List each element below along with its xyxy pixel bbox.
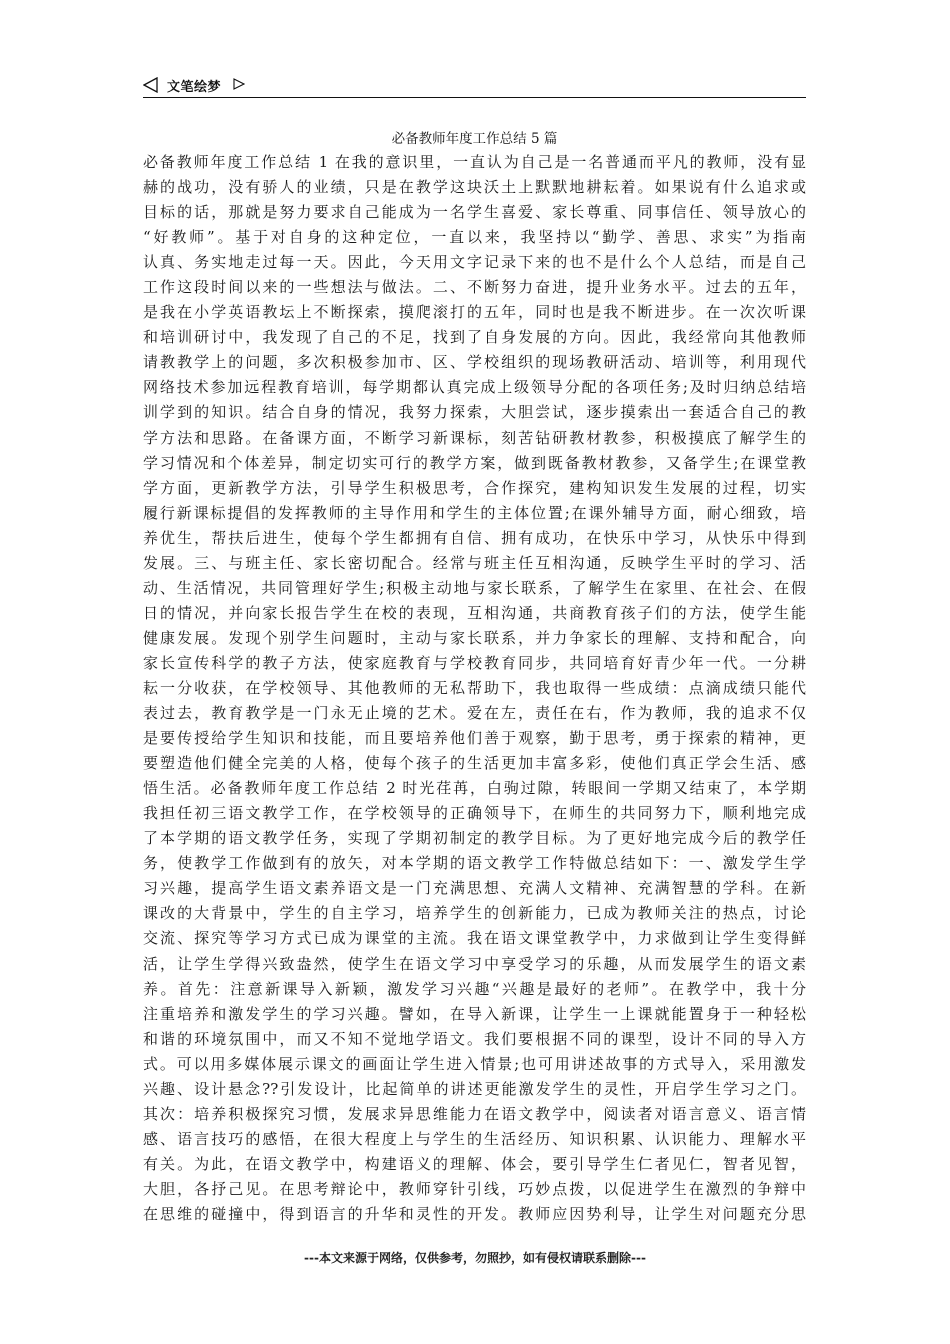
text-line: 网络技术参加远程教育培训，每学期都认真完成上级领导分配的各项任务;及时归纳总结培 [143,378,806,397]
text-line: 在思维的碰撞中，得到语言的升华和灵性的开发。教师应因势利导，让学生对问题充分思 [143,1204,806,1223]
text-line: 履行新课标提倡的发挥教师的主导作用和学生的主体位置;在课外辅导方面，耐心细致，培 [143,503,806,522]
text-line: 认真、务实地走过每一天。因此，今天用文字记录下来的也不是什么个人总结，而是自己 [143,253,806,272]
document-title: 必备教师年度工作总结 5 篇 [391,131,558,147]
brand-name: 文笔绘梦 [167,80,222,95]
text-line: 必备教师年度工作总结 1 在我的意识里，一直认为自己是一名普通而平凡的教师，没有显 [143,153,806,171]
text-line: 赫的战功，没有骄人的业绩，只是在教学这块沃土上默默地耕耘着。如果说有什么追求或 [143,178,806,197]
document-body [143,150,806,1227]
text-line: 兴趣、设计悬念??引发设计，比起简单的讲述更能激发学生的灵性，开启学生学习之门。 [143,1079,806,1098]
text-line: 日的情况，并向家长报告学生在校的表现，互相沟通，共商教育孩子们的方法，使学生能 [143,603,806,622]
text-line: 和培训研讨中，我发现了自己的不足，找到了自身发展的方向。因此，我经常向其他教师 [143,328,806,347]
text-line: 和谐的环境氛围中，而又不知不觉地学语文。我们要根据不同的课型，设计不同的导入方 [143,1029,806,1048]
text-line: 学方面，更新教学方法，引导学生积极思考，合作探究，建构知识发生发展的过程，切实 [143,478,806,497]
text-line: 养。首先：注意新课导入新颖，激发学习兴趣“兴趣是最好的老师”。在教学中，我十分 [143,979,806,998]
triangle-left-icon [143,77,159,93]
text-line: 其次：培养积极探究习惯，发展求异思维能力在语文教学中，阅读者对语言意义、语言情 [143,1104,806,1123]
text-line: “好教师”。基于对自身的这种定位，一直以来，我坚持以“勤学、善思、求实”为指南 [143,228,806,247]
text-line: 活，让学生学得兴致盎然，使学生在语文学习中享受学习的乐趣，从而发展学生的语文素 [143,954,806,973]
text-line: 请教教学上的问题，多次积极参加市、区、学校组织的现场教研活动、培训等，利用现代 [143,353,806,372]
text-line: 健康发展。发现个别学生问题时，主动与家长联系，并力争家长的理解、支持和配合，向 [143,628,806,647]
text-line: 家长宣传科学的教子方法，使家庭教育与学校教育同步，共同培育好青少年一代。一分耕 [143,653,806,672]
text-line: 交流、探究等学习方式已成为课堂的主流。我在语文课堂教学中，力求做到让学生变得鲜 [143,929,806,948]
text-line: 学习情况和个体差异，制定切实可行的教学方案，做到既备教材教参，又备学生;在课堂教 [143,453,806,472]
text-line: 习兴趣，提高学生语文素养语文是一门充满思想、充满人文精神、充满智慧的学科。在新 [143,879,806,898]
text-line: 悟生活。必备教师年度工作总结 2 时光荏苒，白驹过隙，转眼间一学期又结束了，本学期 [143,779,806,798]
text-line: 课改的大背景中，学生的自主学习，培养学生的创新能力，已成为教师关注的热点，讨论 [143,904,806,923]
text-line: 式。可以用多媒体展示课文的画面让学生进入情景;也可用讲述故事的方式导入，采用激发 [143,1054,806,1073]
text-line: 有关。为此，在语文教学中，构建语义的理解、体会，要引导学生仁者见仁，智者见智， [143,1154,806,1173]
text-line: 工作这段时间以来的一些想法与做法。二、不断努力奋进，提升业务水平。过去的五年， [143,278,806,297]
triangle-right-icon [233,78,245,90]
text-line: 学方法和思路。在备课方面，不断学习新课标，刻苦钻研教材教参，积极摸底了解学生的 [143,428,806,447]
text-line: 是要传授给学生知识和技能，而且要培养他们善于观察，勤于思考，勇于探索的精神，更 [143,729,806,748]
text-line: 要塑造他们健全完美的人格，使每个孩子的生活更加丰富多彩，使他们真正学会生活、感 [143,754,806,773]
text-line: 表过去，教育教学是一门永无止境的艺术。爱在左，责任在右，作为教师，我的追求不仅 [143,704,806,723]
text-line: 耘一分收获，在学校领导、其他教师的无私帮助下，我也取得一些成绩：点滴成绩只能代 [143,678,806,697]
text-line: 目标的话，那就是努力要求自己能成为一名学生喜爱、家长尊重、同事信任、领导放心的 [143,203,806,222]
text-line: 动、生活情况，共同管理好学生;积极主动地与家长联系，了解学生在家里、在社会、在假 [143,578,806,597]
text-line: 训学到的知识。结合自身的情况，我努力探索，大胆尝试，逐步摸索出一套适合自己的教 [143,403,806,422]
header-divider [143,97,806,98]
text-line: 发展。三、与班主任、家长密切配合。经常与班主任互相沟通，反映学生平时的学习、活 [143,553,806,572]
text-line: 养优生，帮扶后进生，使每个学生都拥有自信、拥有成功，在快乐中学习，从快乐中得到 [143,528,806,547]
text-line: 务，使教学工作做到有的放矢，对本学期的语文教学工作特做总结如下：一、激发学生学 [143,854,806,873]
text-line: 大胆，各抒己见。在思考辩论中，教师穿针引线，巧妙点拨，以促进学生在激烈的争辩中 [143,1179,806,1198]
text-line: 是我在小学英语教坛上不断探索，摸爬滚打的五年，同时也是我不断进步。在一次次听课 [143,303,806,322]
text-line: 我担任初三语文教学工作，在学校领导的正确领导下，在师生的共同努力下，顺利地完成 [143,804,806,823]
page-header [143,74,806,96]
text-line: 感、语言技巧的感悟，在很大程度上与学生的生活经历、知识积累、认识能力、理解水平 [143,1129,806,1148]
text-line: 了本学期的语文教学任务，实现了学期初制定的教学目标。为了更好地完成今后的教学任 [143,829,806,848]
text-line: 注重培养和激发学生的学习兴趣。譬如，在导入新课，让学生一上课就能置身于一种轻松 [143,1004,806,1023]
page-footer: ---本文来源于网络，仅供参考，勿照抄，如有侵权请联系删除--- [304,1251,646,1265]
